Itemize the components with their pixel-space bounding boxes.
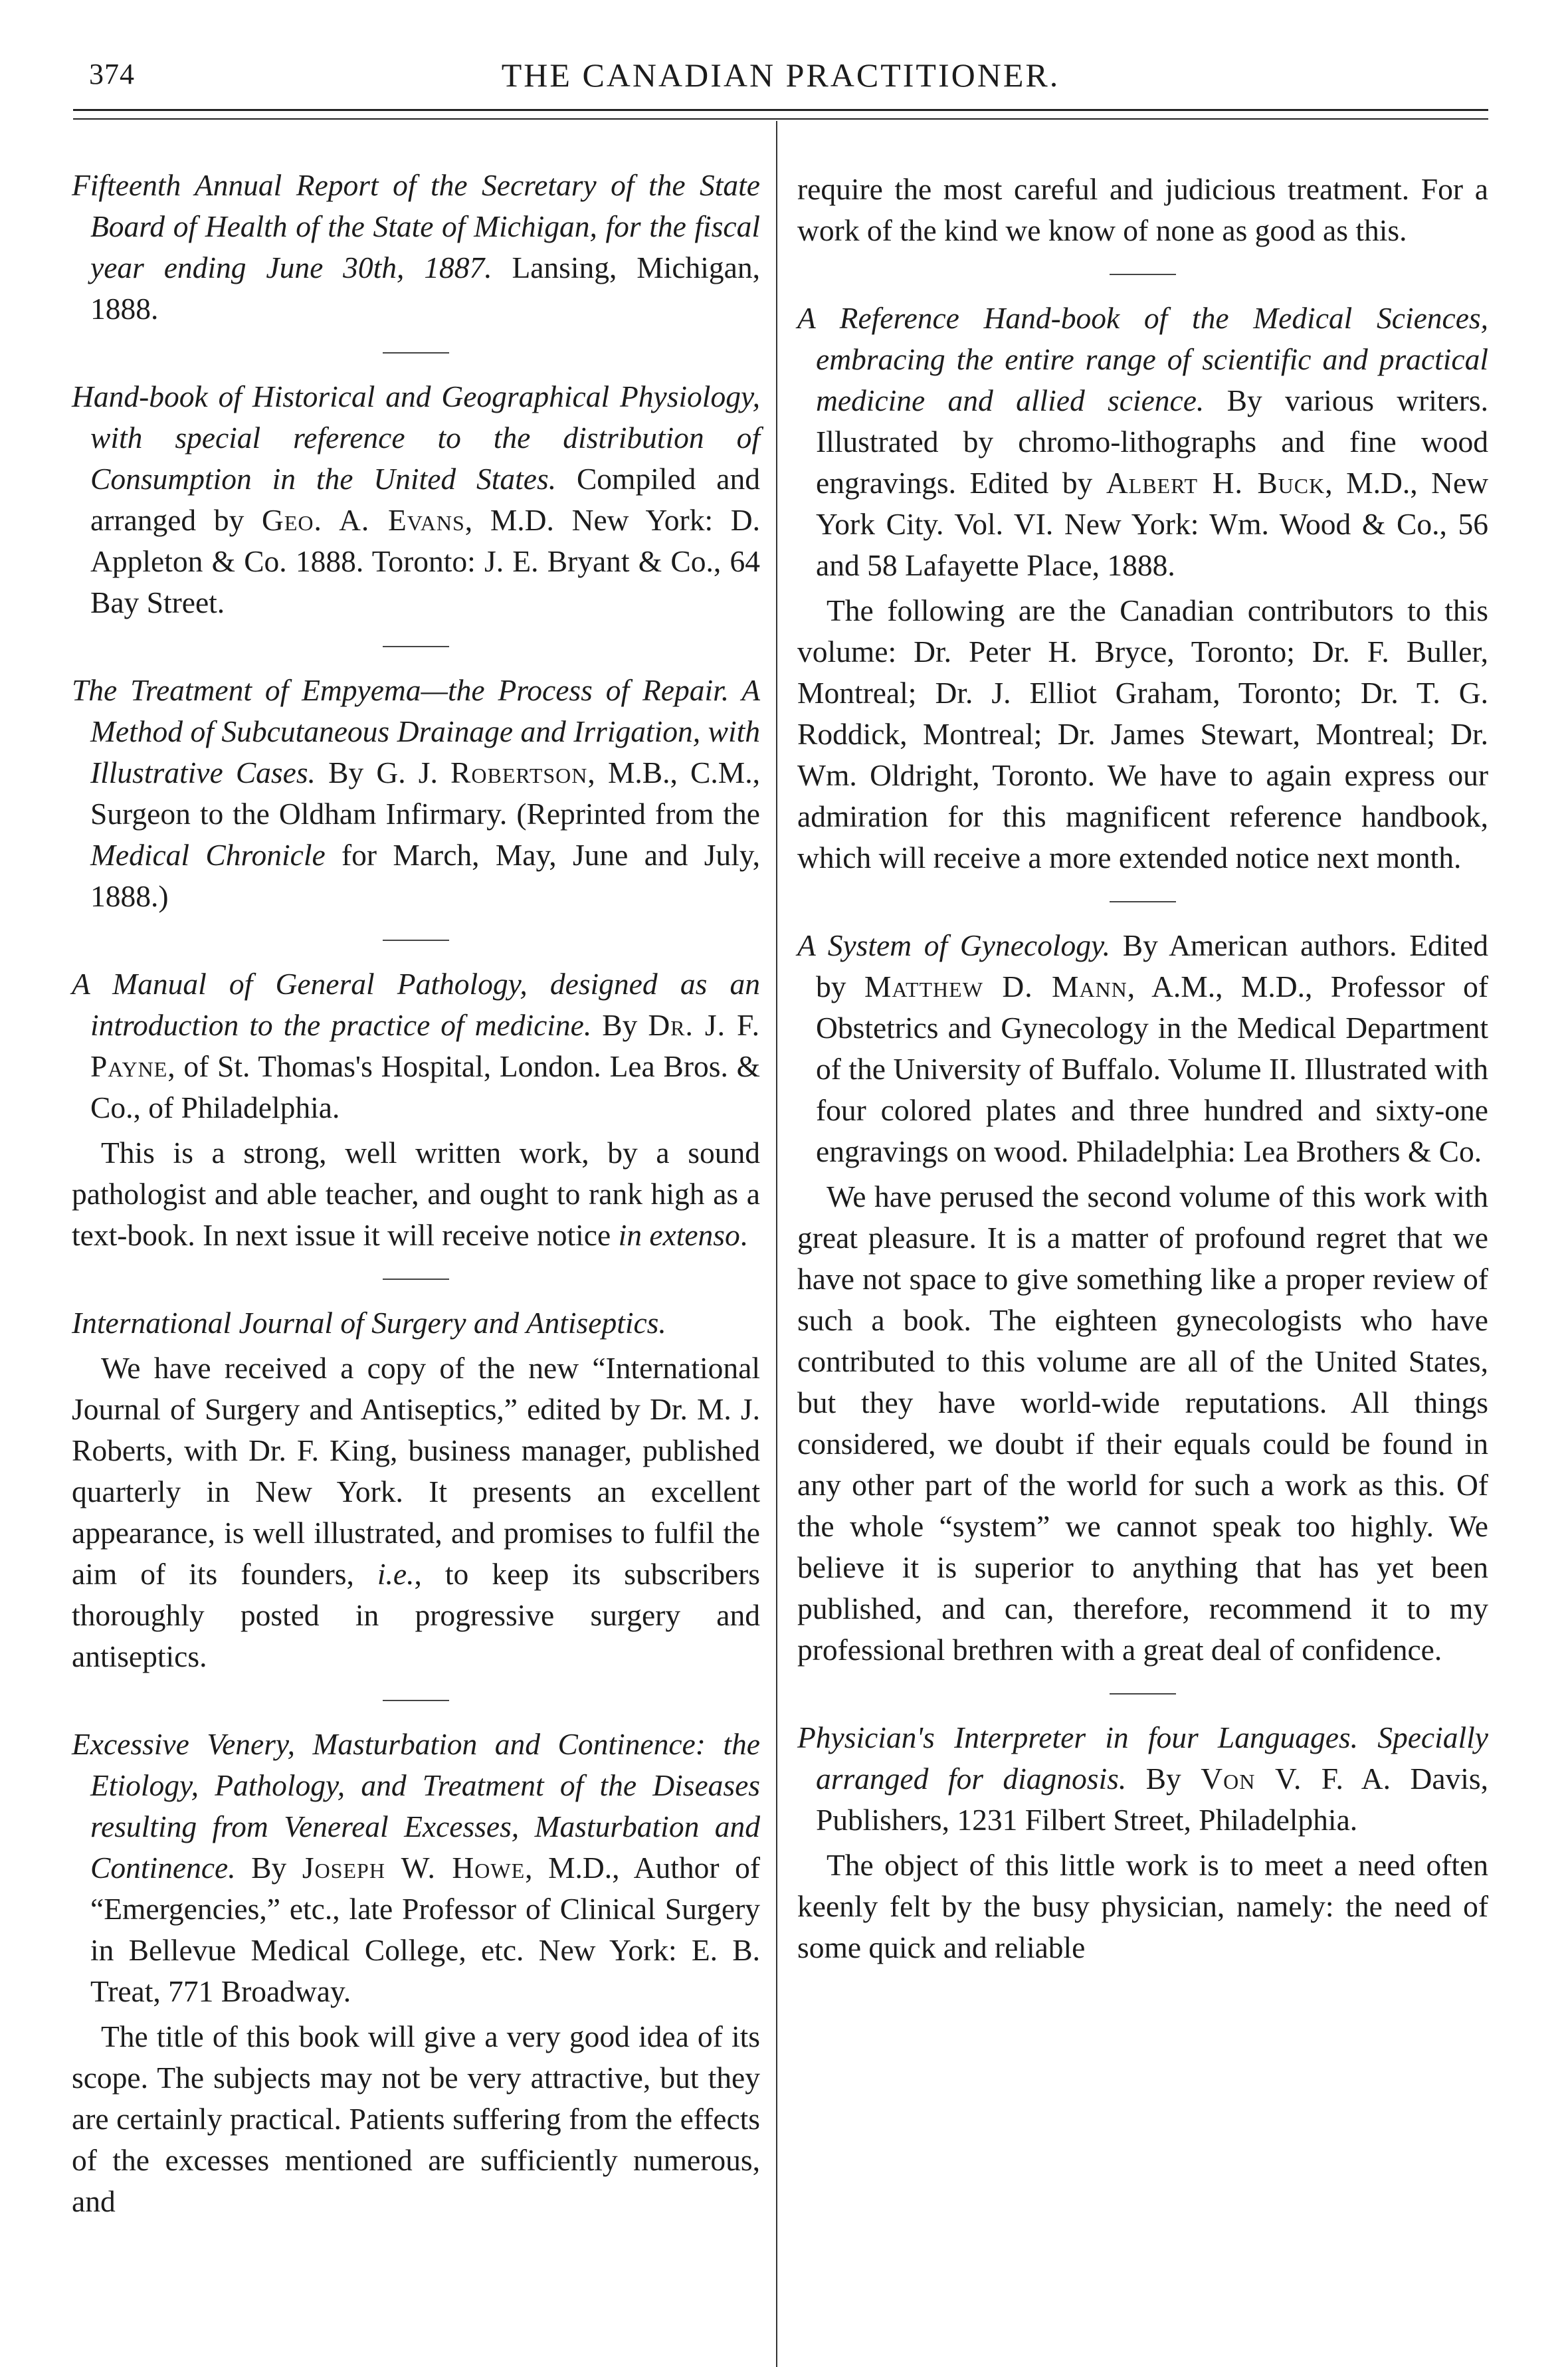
entry-separator (383, 940, 449, 941)
journal-name: Medical Chronicle (90, 838, 326, 872)
review-entry-reference-handbook (797, 298, 1488, 878)
citation-details: F. A. Davis, Publishers, 1231 Filbert Street, Philadelphia. (816, 1762, 1488, 1837)
citation (72, 1302, 760, 1344)
citation (72, 1724, 760, 2012)
citation-text: Compiled and arranged by (90, 462, 760, 537)
header-rule (73, 109, 1488, 111)
review-text (72, 1348, 760, 1677)
citation-details: , A.M., M.D., Professor of Obstetrics and Gynecology in the Medical Department of the University of Buffalo. Volume II. Illustrated with four colored plates and three hundred and sixty-one engravings on wood. Philadelphia: Lea Brothers & Co. (816, 970, 1488, 1168)
citation-text: By (1126, 1762, 1201, 1796)
citation-details: , M.D. New York: D. Appleton & Co. 1888. Toronto: J. E. Bryant & Co., 64 Bay Street. (90, 503, 761, 619)
review-text-part: We have received a copy of the new “International Journal of Surgery and Antiseptics,” edited by Dr. M. J. Roberts, with Dr. F. King, business manager, published quarterly in New York. It presents an excellent appearance, is well illustrated, and promises to fulfil the aim of its founders, (72, 1351, 760, 1591)
review-entry-physiology-handbook (72, 376, 760, 623)
review-text-part: , to keep its subscribers thoroughly posted in progressive surgery and antiseptics. (72, 1557, 760, 1673)
review-text-emphasis: i.e. (377, 1557, 415, 1591)
journal-title: THE CANADIAN PRACTITIONER. (501, 56, 1060, 94)
review-entry-general-pathology (72, 964, 760, 1256)
author-name: Robertson (450, 756, 588, 789)
author-name: Von V. (1201, 1762, 1302, 1796)
citation (797, 1717, 1488, 1841)
citation-details: , M.D., New York City. Vol. VI. New York: Wm. Wood & Co., 56 and 58 Lafayette Place, 1888. (816, 466, 1488, 582)
citation-text: By (235, 1851, 302, 1885)
review-entry-empyema (72, 670, 760, 917)
citation (72, 165, 760, 330)
book-title: Excessive Venery, Masturbation and Continence: the Etiology, Pathology, and Treatment of the Diseases resulting from Venereal Excesses, Masturbation and Continence. (72, 1727, 760, 1885)
entry-separator (1110, 901, 1176, 902)
author-name: Dr. J. F. Payne (90, 1008, 760, 1083)
continued-text: require the most careful and judicious treatment. For a work of the kind we know of none as good as this. (797, 172, 1488, 247)
citation-details: , M.D., Author of “Emergencies,” etc., late Professor of Clinical Surgery in Bellevue Medical College, etc. New York: E. B. Treat, 771 Broadway. (90, 1851, 760, 2008)
review-text-part: . (739, 1218, 748, 1252)
author-name: Geo. A. Evans (262, 503, 465, 537)
left-column (72, 165, 760, 2222)
review-text: We have perused the second volume of this work with great pleasure. It is a matter of profound regret that we have not space to give something like a proper review of such a book. The eighteen gynecologists who have contributed to this volume are all of the United States, but they have world-wide reputations. All things considered, we doubt if their equals could be found in any other part of the world for such a work as this. Of the whole “system” we cannot speak too highly. We believe it is superior to anything that has yet been published, and can, therefore, recommend it to my professional brethren with a great deal of confidence. (797, 1180, 1488, 1667)
citation-text: By various writers. Illustrated by chromo-lithographs and fine wood engravings. Edited by (816, 383, 1488, 500)
review-text-emphasis: in extenso (618, 1218, 740, 1252)
review-text (72, 1132, 760, 1256)
citation (797, 925, 1488, 1172)
review-text: The title of this book will give a very good idea of its scope. The subjects may not be very attractive, but they are certainly practical. Patients suffering from the effects of the excesses mentioned are sufficiently numerous, and (72, 2019, 760, 2218)
book-title: A Reference Hand-book of the Medical Sciences, embracing the entire range of scientific and practical medicine and allied science. (797, 301, 1488, 417)
citation-text: , M.B., C.M., Surgeon to the Oldham Infirmary. (Reprinted from the (90, 756, 760, 831)
citation-text: By American authors. Edited by (816, 928, 1488, 1003)
running-head (73, 47, 1488, 93)
review-text-part: This is a strong, well written work, by a sound pathologist and able teacher, and ought to rank high as a text-book. In next issue it will receive notice (72, 1136, 760, 1252)
book-title: A Manual of General Pathology, designed as an introduction to the practice of medicine. (72, 967, 760, 1042)
review-entry-excessive-venery (72, 1724, 760, 2222)
page-number: 374 (89, 58, 135, 90)
review-entry-michigan-report (72, 165, 760, 330)
citation (72, 376, 760, 623)
citation-details: for March, May, June and July, 1888.) (90, 838, 760, 913)
review-entry-gynecology (797, 925, 1488, 1671)
column-divider (776, 121, 777, 2367)
citation-text: By (591, 1008, 648, 1042)
citation-details: Lansing, Michigan, 1888. (90, 251, 760, 326)
citation (797, 298, 1488, 586)
entry-separator (383, 1700, 449, 1701)
review-text: The following are the Canadian contributors to this volume: Dr. Peter H. Bryce, Toronto; Dr. F. Buller, Montreal; Dr. J. Elliot Graham, Toronto; Dr. T. G. Roddick, Montreal; Dr. James Stewart, Montreal; Dr. Wm. Oldright, Toronto. We have to again express our admiration for this magnificent reference handbook, which will receive a more extended notice next month. (797, 593, 1488, 875)
citation-details: , of St. Thomas's Hospital, London. Lea Bros. & Co., of Philadelphia. (90, 1049, 760, 1124)
entry-separator (1110, 1693, 1176, 1695)
author-name: Albert H. Buck (1106, 466, 1325, 500)
entry-separator (1110, 274, 1176, 275)
author-name: Matthew D. Mann (864, 970, 1127, 1003)
review-entry-physicians-interpreter (797, 1717, 1488, 1968)
book-title: International Journal of Surgery and Antiseptics. (72, 1306, 666, 1340)
citation (72, 670, 760, 917)
book-title: Fifteenth Annual Report of the Secretary of the State Board of Health of the State of Michigan, for the fiscal year ending June 30th, 1887. (72, 168, 760, 284)
header-rule-lower (73, 118, 1488, 120)
book-title: A System of Gynecology. (797, 928, 1111, 962)
entry-separator (383, 352, 449, 354)
entry-separator (383, 1279, 449, 1280)
author-name: Joseph W. Howe (302, 1851, 526, 1885)
book-title: Physician's Interpreter in four Languages. Specially arranged for diagnosis. (797, 1720, 1488, 1796)
book-title: The Treatment of Empyema—the Process of Repair. A Method of Subcutaneous Drainage and Irrigation, with Illustrative Cases. (72, 673, 760, 789)
right-column (797, 165, 1488, 1968)
citation (72, 964, 760, 1128)
book-title: Hand-book of Historical and Geographical Physiology, with special reference to the distribution of Consumption in the United States. (72, 379, 760, 496)
review-entry-surgery-journal (72, 1302, 760, 1677)
citation-text: By G. J. (315, 756, 451, 789)
review-text: The object of this little work is to meet a need often keenly felt by the busy physician, namely: the need of some quick and reliable (797, 1848, 1488, 1964)
entry-separator (383, 646, 449, 647)
